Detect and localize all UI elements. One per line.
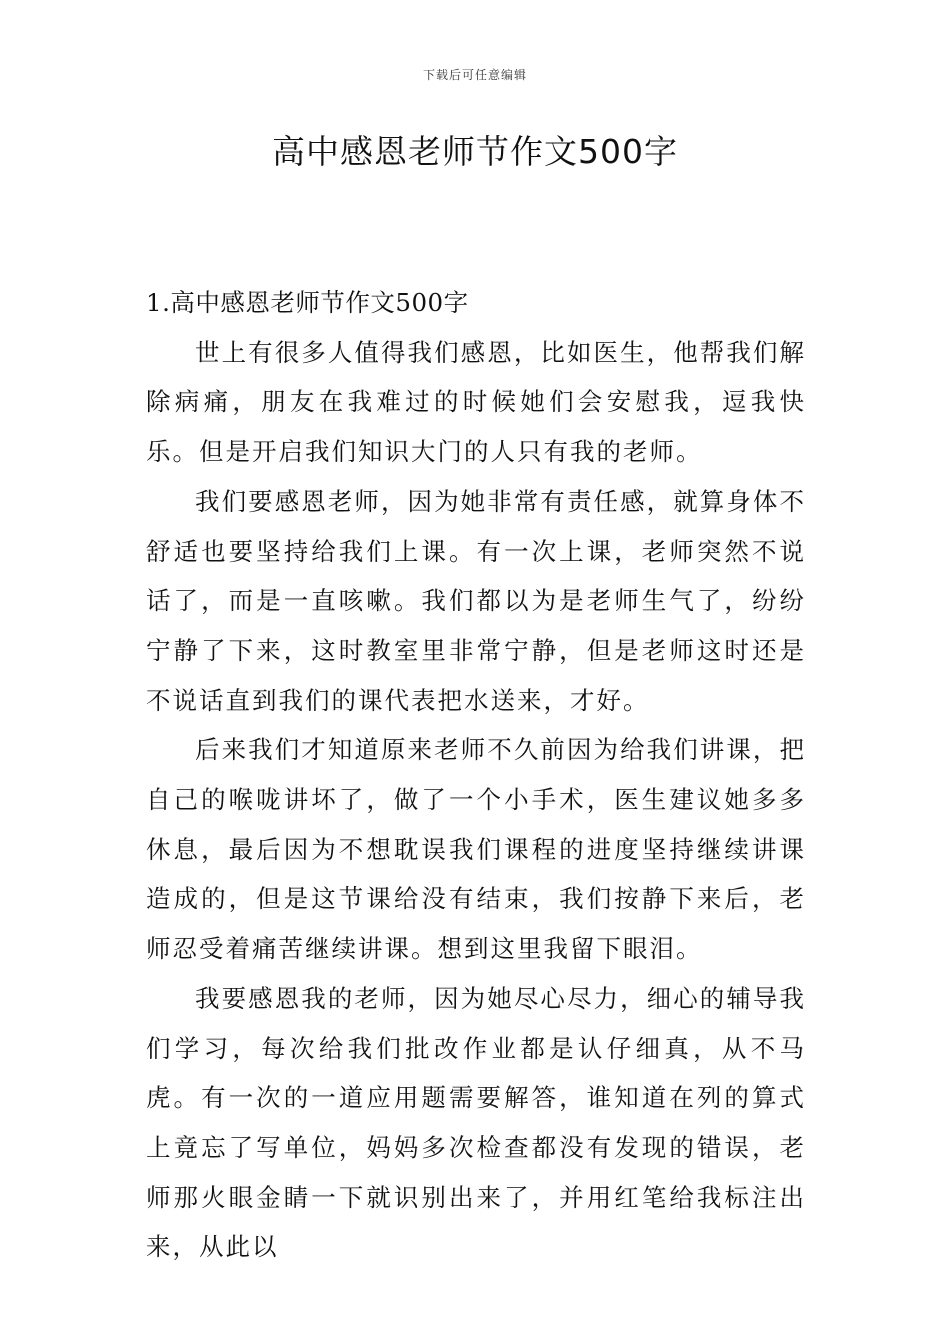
section-heading: 1.高中感恩老师节作文500字	[146, 288, 469, 317]
header-note: 下载后可任意编辑	[422, 68, 527, 82]
paragraph: 我们要感恩老师，因为她非常有责任感，就算身体不舒适也要坚持给我们上课。有一次上课，老师突然不说话了，而是一直咳嗽。我们都以为是老师生气了，纷纷宁静了下来，这时教室里非常宁静，但是老师这时还是不说话直到我们的课代表把水送来，才好。	[146, 486, 806, 715]
paragraph: 我要感恩我的老师，因为她尽心尽力，细心的辅导我们学习，每次给我们批改作业都是认仔细真，从不马虎。有一次的一道应用题需要解答，谁知道在列的算式上竟忘了写单位，妈妈多次检查都没有发现的错误，老师那火眼金睛一下就识别出来了，并用红笔给我标注出来，从此以	[146, 983, 806, 1262]
paragraph: 后来我们才知道原来老师不久前因为给我们讲课，把自己的喉咙讲坏了，做了一个小手术，医生建议她多多休息，最后因为不想耽误我们课程的进度坚持继续讲课造成的，但是这节课给没有结束，我们按静下来后，老师忍受着痛苦继续讲课。想到这里我留下眼泪。	[146, 735, 806, 964]
document-body	[146, 278, 806, 1272]
document-title: 高中感恩老师节作文500字	[272, 132, 678, 171]
paragraph: 世上有很多人值得我们感恩，比如医生，他帮我们解除病痛，朋友在我难过的时候她们会安慰我，逗我快乐。但是开启我们知识大门的人只有我的老师。	[146, 337, 806, 467]
